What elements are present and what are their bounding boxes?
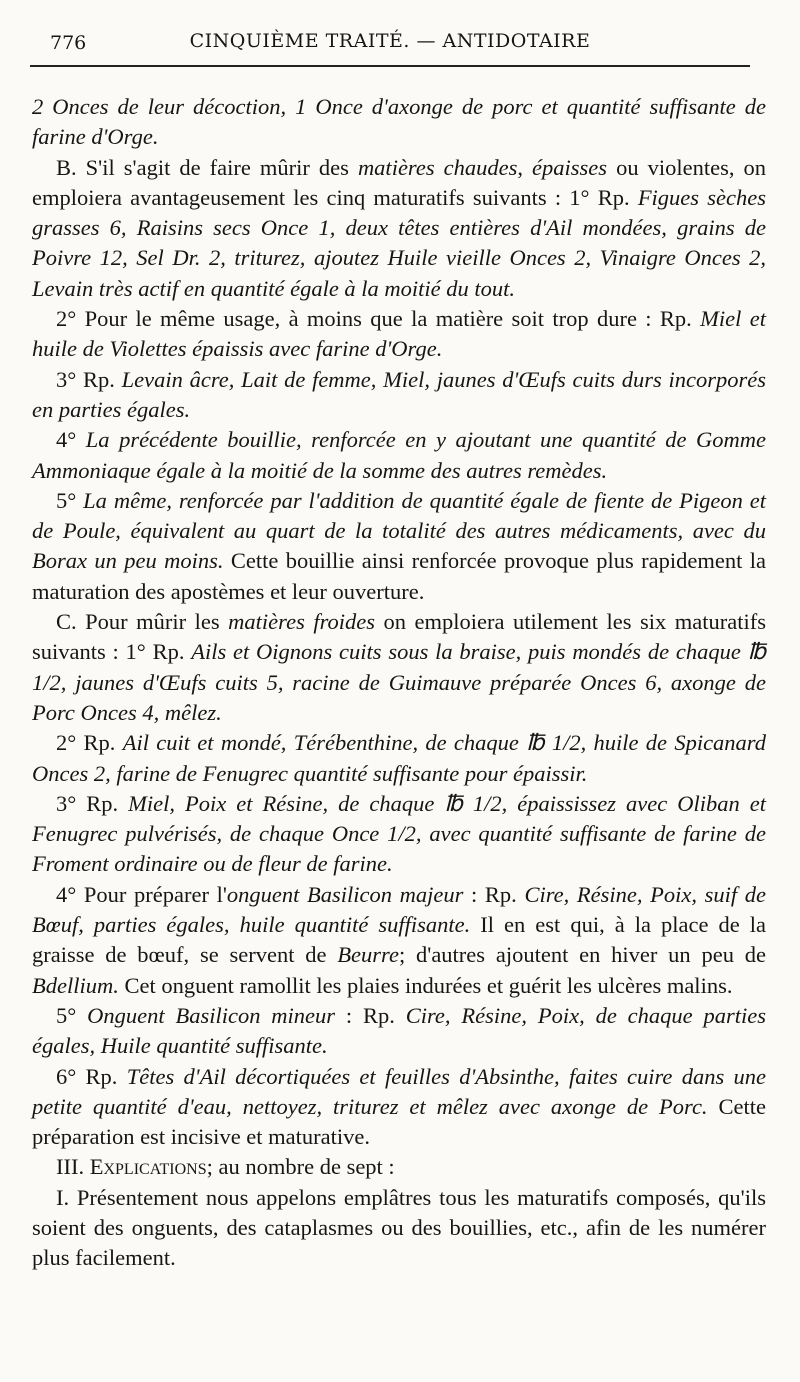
- page-number: 776: [50, 32, 87, 54]
- text-run: Cette bouillie ainsi renforcée provoque plus rapidement la maturation des apostèmes et leur ouverture.: [32, 548, 766, 604]
- text-run: Il en est qui, à la place de la graisse de bœuf, se servent de: [32, 912, 766, 968]
- paragraph: [32, 880, 766, 1001]
- italic-run: La précédente bouillie, renforcée en y ajoutant une quantité de Gomme Ammoniaque égale à la moitié de la somme des autres remèdes.: [32, 427, 766, 483]
- text-run: Cette préparation est incisive et maturative.: [32, 1093, 766, 1150]
- paragraph: [32, 365, 766, 426]
- text-run: 5°: [56, 1002, 88, 1028]
- paragraph: [32, 304, 766, 365]
- italic-run: Ails et Oignons cuits sous la braise, puis mondés de chaque ℔ 1/2, jaunes d'Œufs cuits 5, racine de Guimauve préparée Onces 6, axonge de Porc Onces 4, mêlez.: [32, 639, 766, 725]
- italic-run: La même, renforcée par l'addition de quantité égale de fiente de Pigeon et de Poule, équivalent au quart de la totalité des autres médicaments, avec du Borax un peu moins.: [32, 487, 767, 574]
- paragraph: [32, 486, 766, 607]
- italic-run: Miel et huile de Violettes épaissis avec farine d'Orge.: [32, 306, 766, 362]
- italic-run: Onguent Basilicon mineur: [87, 1002, 336, 1028]
- italic-run: 2 Onces de leur décoction, 1 Once d'axonge de porc et quantité suffisante de farine d'Orge.: [32, 94, 766, 150]
- paragraph: [32, 153, 766, 304]
- text-run: ou violentes, on emploiera avantageusement les cinq maturatifs suivants : 1° Rp.: [32, 154, 766, 210]
- text-run: C. Pour mûrir les: [56, 609, 229, 635]
- italic-run: Levain âcre, Lait de femme, Miel, jaunes d'Œufs cuits durs incorporés en parties égales.: [32, 366, 766, 422]
- italic-run: Miel, Poix et Résine, de chaque ℔ 1/2, épaississez avec Oliban et Fenugrec pulvérisés, de chaque Once 1/2, avec quantité suffisante de farine de Froment ordinaire ou de fleur de farine.: [32, 790, 766, 877]
- paragraph: [32, 1062, 766, 1153]
- text-run: : Rp.: [335, 1002, 406, 1028]
- text-run: 6° Rp.: [56, 1063, 127, 1089]
- italic-run: matières chaudes: [357, 154, 518, 180]
- italic-run: Figues sèches grasses 6, Raisins secs Once 1, deux têtes entières d'Ail mondées, grains de Poivre 12, Sel Dr. 2, triturez, ajoutez Huile vieille Onces 2, Vinaigre Onces 2, Levain très actif en quantité égale à la moitié du tout.: [32, 184, 766, 301]
- text-run: Cet onguent ramollit les plaies indurées et guérit les ulcères malins.: [118, 972, 733, 998]
- paragraph: [32, 1183, 766, 1274]
- text-run: ; au nombre de sept :: [206, 1154, 395, 1180]
- italic-run: Cire, Résine, Poix, suif de Bœuf, parties égales, huile quantité suffisante.: [32, 881, 766, 938]
- paragraph: [32, 789, 766, 880]
- header-rule: [30, 65, 750, 67]
- italic-run: Bdellium.: [32, 972, 119, 998]
- text-run: I. Présentement nous appelons emplâtres tous les maturatifs composés, qu'ils soient des onguents, des cataplasmes ou des bouillies, etc., afin de les numérer plus facilement.: [32, 1184, 766, 1271]
- italic-run: onguent Basilicon majeur: [226, 881, 464, 907]
- text-run: B. S'il s'agit de faire mûrir des: [56, 154, 358, 180]
- paragraph: [32, 728, 766, 789]
- paragraph: [32, 92, 766, 153]
- text-run: 2° Pour le même usage, à moins que la matière soit trop dure : Rp.: [56, 306, 701, 332]
- paragraph: [32, 425, 766, 486]
- text-run: 4°: [56, 427, 86, 453]
- italic-run: Beurre: [337, 942, 399, 968]
- italic-run: Ail cuit et mondé, Térébenthine, de chaque ℔ 1/2, huile de Spicanard Onces 2, farine de Fenugrec quantité suffisante pour épaissir.: [32, 730, 766, 786]
- text-run: on emploiera utilement les six maturatifs suivants : 1° Rp.: [32, 609, 766, 665]
- paragraph: [32, 1152, 766, 1182]
- running-title: CINQUIÈME TRAITÉ. — ANTIDOTAIRE: [189, 30, 591, 52]
- text-run: Explications: [89, 1154, 207, 1180]
- text-run: 5°: [56, 487, 84, 513]
- paragraph: [32, 1001, 766, 1062]
- text-run: 2° Rp.: [56, 730, 123, 756]
- italic-run: matières froides: [228, 609, 376, 635]
- text-run: : Rp.: [463, 881, 525, 907]
- paragraph: [32, 607, 766, 728]
- text-run: 4° Pour préparer l': [56, 881, 227, 907]
- italic-run: Têtes d'Ail décortiquées et feuilles d'Absinthe, faites cuire dans une petite quantité d'eau, nettoyez, triturez et mêlez avec axonge de Porc.: [32, 1063, 766, 1119]
- text-run: ,: [517, 154, 533, 180]
- text-run: ; d'autres ajoutent en hiver un peu de: [398, 942, 766, 968]
- italic-run: épaisses: [532, 154, 608, 180]
- text-run: III.: [56, 1154, 90, 1180]
- page-body: [32, 92, 766, 1274]
- text-run: 3° Rp.: [56, 366, 122, 392]
- italic-run: Cire, Résine, Poix, de chaque parties égales, Huile quantité suffisante.: [32, 1002, 766, 1059]
- page-header: [30, 22, 750, 62]
- text-run: 3° Rp.: [56, 790, 129, 816]
